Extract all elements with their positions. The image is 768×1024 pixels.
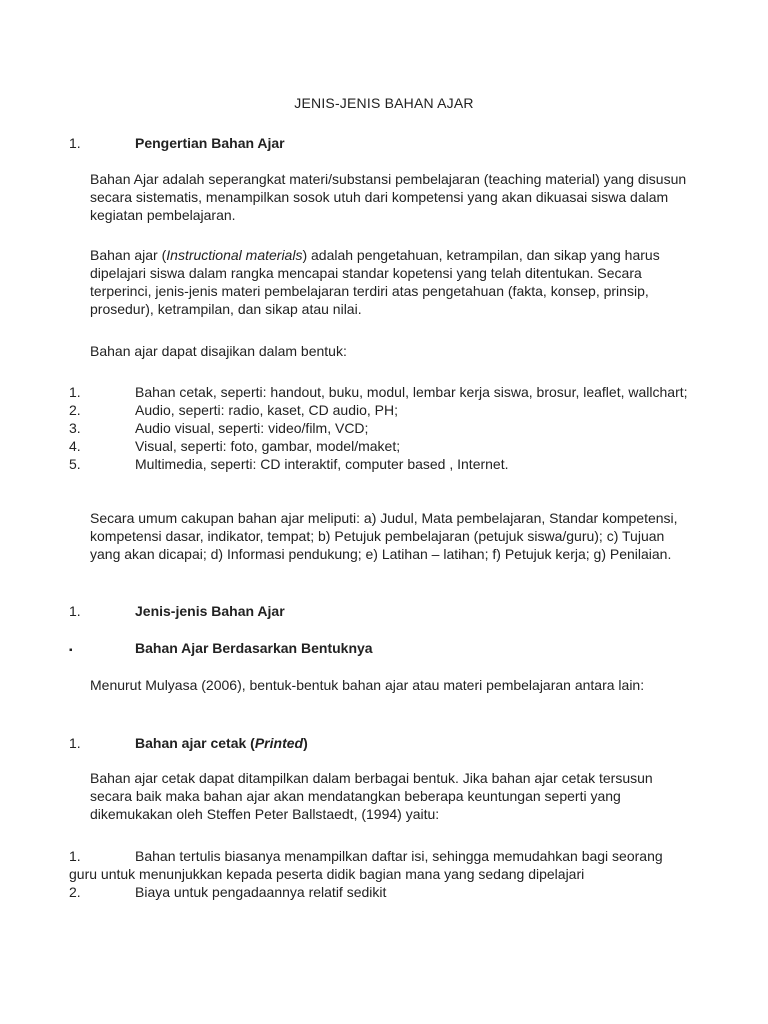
list-bentuk-bahan-ajar (69, 383, 689, 473)
subsection-heading-text: Bahan Ajar Berdasarkan Bentuknya (135, 640, 373, 656)
list-item: 5. Multimedia, seperti: CD interaktif, computer based , Internet. (69, 456, 509, 472)
section-heading-text: Pengertian Bahan Ajar (135, 135, 285, 151)
section-heading-text: Jenis-jenis Bahan Ajar (135, 603, 285, 619)
paragraph-cakupan-bahan-ajar: Secara umum cakupan bahan ajar meliputi: a) Judul, Mata pembelajaran, Standar kompetensi, kompetensi dasar, indikator, tempat; b) Petujuk pembelajaran (petujuk siswa/guru); c) Tujuan yang akan dicapai; d) Informasi pendukung; e) Latihan – latihan; f) Petujuk kerja; g) Penilaian. (90, 510, 678, 562)
paragraph-bentuk-intro: Bahan ajar dapat disajikan dalam bentuk: (90, 343, 347, 359)
section-number: 1. (69, 603, 81, 619)
list-item: 4. Visual, seperti: foto, gambar, model/maket; (69, 438, 401, 454)
document-title: JENIS-JENIS BAHAN AJAR (294, 95, 474, 111)
list-keuntungan (69, 847, 689, 901)
paragraph-instructional-materials: Bahan ajar (Instructional materials) adalah pengetahuan, ketrampilan, dan sikap yang harus dipelajari siswa dalam rangka mencapai standar kopetensi yang telah ditentukan. Secara terperinci, jenis-jenis materi pembelajaran terdiri atas pengetahuan (fakta, konsep, prinsip, prosedur), ketrampilan, dan sikap atau nilai. (90, 247, 660, 317)
section-number: 1. (69, 735, 81, 751)
list-item: 1. Bahan cetak, seperti: handout, buku, modul, lembar kerja siswa, brosur, leaflet, wallchart; (69, 384, 688, 400)
list-item: 3. Audio visual, seperti: video/film, VCD; (69, 420, 369, 436)
paragraph-mulyasa: Menurut Mulyasa (2006), bentuk-bentuk bahan ajar atau materi pembelajaran antara lain: (90, 677, 645, 693)
bullet-square-icon: ▪ (69, 645, 73, 656)
list-item: 1. Bahan tertulis biasanya menampilkan daftar isi, sehingga memudahkan bagi seorang guru untuk menunjukkan kepada peserta didik bagian mana yang sedang dipelajari (69, 848, 663, 882)
section-number: 1. (69, 135, 81, 151)
list-item: 2. Biaya untuk pengadaannya relatif sedikit (69, 884, 387, 900)
paragraph-bahan-cetak: Bahan ajar cetak dapat ditampilkan dalam berbagai bentuk. Jika bahan ajar cetak tersusun secara baik maka bahan ajar akan mendatangkan beberapa keuntungan seperti yang dikemukakan oleh Steffen Peter Ballstaedt, (1994) yaitu: (90, 770, 653, 822)
section-heading-text: Bahan ajar cetak (Printed) (135, 735, 308, 751)
paragraph-definition: Bahan Ajar adalah seperangkat materi/substansi pembelajaran (teaching material) yang disusun secara sistematis, menampilkan sosok utuh dari kompetensi yang akan dikuasai siswa dalam kegiatan pembelajaran. (90, 171, 687, 223)
list-item: 2. Audio, seperti: radio, kaset, CD audio, PH; (69, 402, 399, 418)
